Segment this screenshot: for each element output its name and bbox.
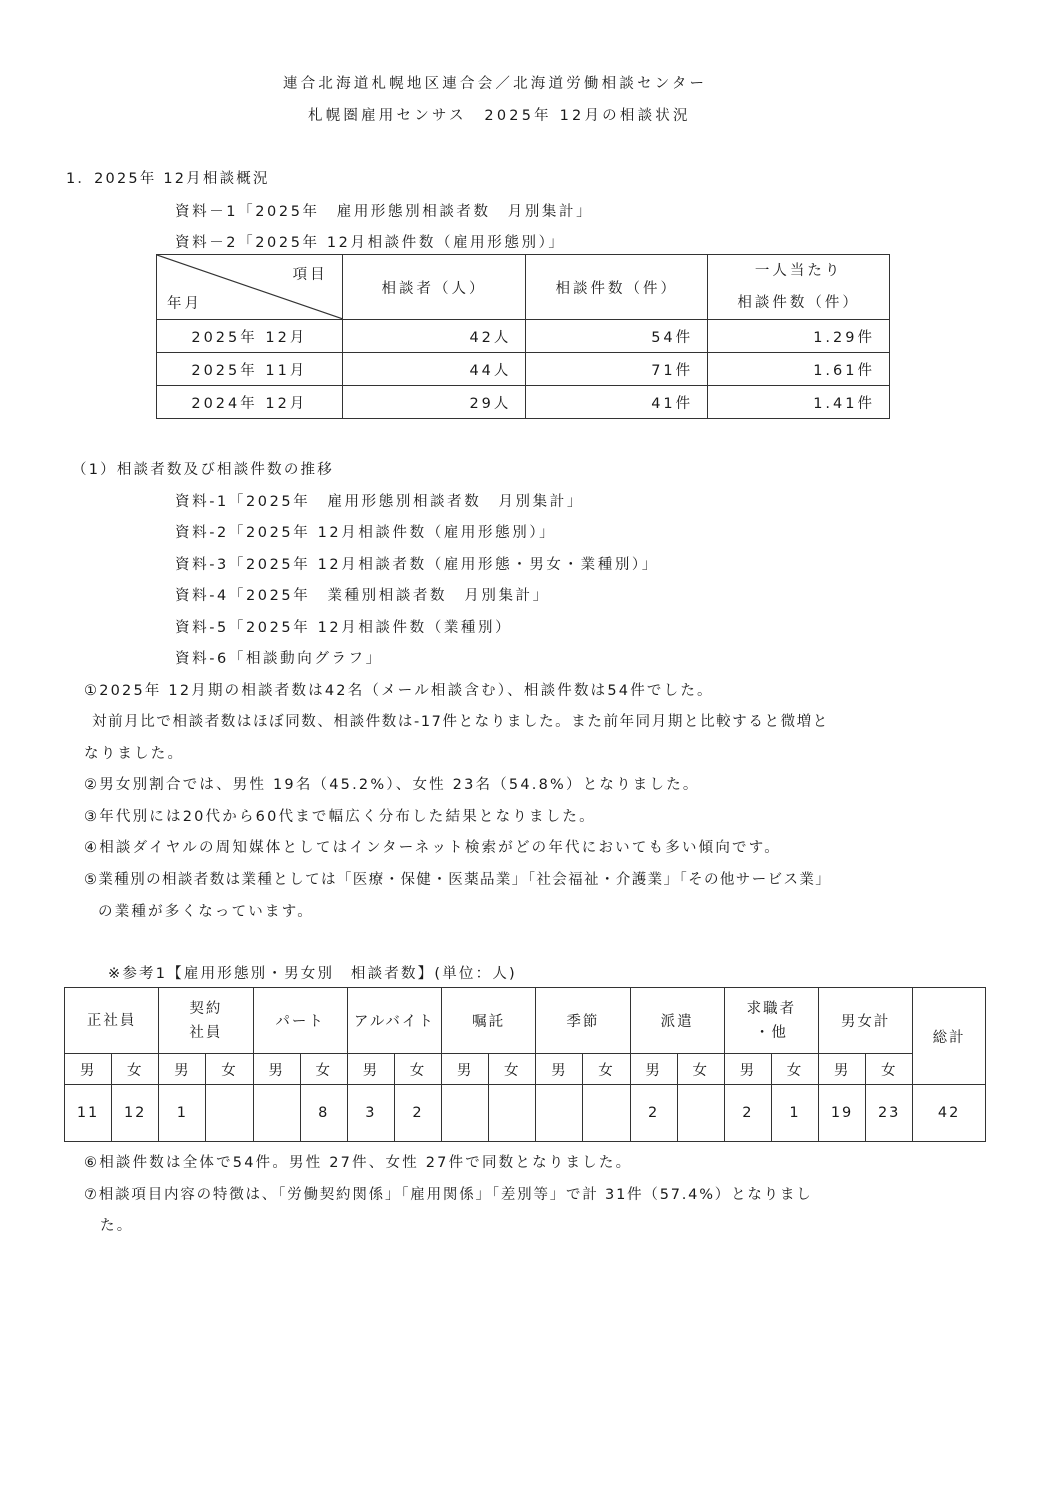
table-row (157, 320, 890, 353)
table-corner-cell (157, 255, 343, 320)
male-label: 男 (159, 1054, 206, 1085)
row-per-person: 1.61件 (708, 353, 890, 386)
gender-employment-table (64, 987, 986, 1142)
value-cell (536, 1085, 583, 1142)
value-cell: 12 (112, 1085, 159, 1142)
document-title: 連合北海道札幌地区連合会／北海道労働相談センター (283, 76, 708, 92)
paragraph-1: ①2025年 12月期の相談者数は42名（メール相談含む）、相談件数は54件でした。 (84, 683, 714, 699)
header-job-seeker-other: 求職者 ・他 (724, 988, 818, 1054)
male-label: 男 (347, 1054, 394, 1085)
value-cell (253, 1085, 300, 1142)
row-cases: 41件 (526, 386, 708, 419)
value-cell: 2 (724, 1085, 771, 1142)
row-period: 2025年 11月 (157, 353, 343, 386)
female-label: 女 (866, 1054, 913, 1085)
table-row (157, 353, 890, 386)
female-label: 女 (583, 1054, 630, 1085)
section2-ref-3: 資料-3「2025年 12月相談者数（雇用形態・男女・業種別）」 (175, 557, 659, 573)
value-cell (583, 1085, 630, 1142)
male-label: 男 (442, 1054, 489, 1085)
male-label: 男 (253, 1054, 300, 1085)
paragraph-4: ④相談ダイヤルの周知媒体としてはインターネット検索がどの年代においても多い傾向です。 (84, 840, 781, 856)
paragraph-1-end: なりました。 (84, 746, 185, 762)
value-cell (442, 1085, 489, 1142)
female-label: 女 (771, 1054, 818, 1085)
row-period: 2025年 12月 (157, 320, 343, 353)
value-cell: 23 (866, 1085, 913, 1142)
section2-ref-6: 資料-6「相談動向グラフ」 (175, 651, 383, 667)
section1-ref-1: 資料－1「2025年 雇用形態別相談者数 月別集計」 (175, 204, 594, 220)
female-label: 女 (206, 1054, 253, 1085)
row-people: 42人 (342, 320, 526, 353)
col-header-cases: 相談件数（件） (526, 255, 708, 320)
header-seasonal: 季節 (536, 988, 630, 1054)
value-cell: 19 (819, 1085, 866, 1142)
col-header-per-person-line1: 一人当たり (754, 263, 843, 279)
col-header-per-person-line2: 相談件数（件） (737, 295, 860, 311)
row-cases: 54件 (526, 320, 708, 353)
value-cell: 3 (347, 1085, 394, 1142)
male-label: 男 (630, 1054, 677, 1085)
value-cell: 1 (771, 1085, 818, 1142)
section2-ref-4: 資料-4「2025年 業種別相談者数 月別集計」 (175, 588, 550, 604)
value-cell: 8 (300, 1085, 347, 1142)
header-commissioned: 嘱託 (442, 988, 536, 1054)
female-label: 女 (489, 1054, 536, 1085)
col-header-per-person (708, 255, 890, 320)
value-cell (206, 1085, 253, 1142)
section1-title: 1．2025年 12月相談概況 (66, 171, 270, 187)
row-people: 44人 (342, 353, 526, 386)
row-cases: 71件 (526, 353, 708, 386)
paragraph-2: ②男女別割合では、男性 19名（45.2%）、女性 23名（54.8%）となりました。 (84, 777, 700, 793)
section1-ref-2: 資料－2「2025年 12月相談件数（雇用形態別）」 (175, 235, 566, 251)
table-row (65, 1085, 986, 1142)
section2-ref-2: 資料-2「2025年 12月相談件数（雇用形態別）」 (175, 525, 557, 541)
header-dispatch: 派遣 (630, 988, 724, 1054)
corner-period-label: 年月 (167, 296, 202, 312)
female-label: 女 (677, 1054, 724, 1085)
paragraph-7: ⑦相談項目内容の特徴は、「労働契約関係」「雇用関係」「差別等」で計 31件（57.4%）となりまし (84, 1187, 813, 1203)
header-regular-employee: 正社員 (65, 988, 159, 1054)
document-subtitle: 札幌圏雇用センサス 2025年 12月の相談状況 (308, 108, 691, 124)
header-contract-employee: 契約 社員 (159, 988, 253, 1054)
summary-table (156, 254, 890, 419)
row-period: 2024年 12月 (157, 386, 343, 419)
value-cell: 11 (65, 1085, 112, 1142)
paragraph-6: ⑥相談件数は全体で54件。男性 27件、女性 27件で同数となりました。 (84, 1155, 633, 1171)
header-part-time: パート (253, 988, 347, 1054)
paragraph-5-cont: の業種が多くなっています。 (98, 904, 314, 920)
paragraph-5: ⑤業種別の相談者数は業種としては「医療・保健・医薬品業」「社会福祉・介護業」「その他サービス業」 (84, 872, 832, 888)
section2-ref-5: 資料-5「2025年 12月相談件数（業種別） (175, 620, 513, 636)
female-label: 女 (300, 1054, 347, 1085)
male-label: 男 (65, 1054, 112, 1085)
row-per-person: 1.41件 (708, 386, 890, 419)
header-arbeit: アルバイト (347, 988, 441, 1054)
col-header-people: 相談者（人） (342, 255, 526, 320)
male-label: 男 (536, 1054, 583, 1085)
grand-total-value: 42 (913, 1085, 986, 1142)
row-people: 29人 (342, 386, 526, 419)
male-label: 男 (819, 1054, 866, 1085)
table-row (157, 386, 890, 419)
header-gender-total: 男女計 (819, 988, 913, 1054)
section2-title: （1）相談者数及び相談件数の推移 (72, 462, 334, 478)
corner-item-label: 項目 (292, 267, 328, 283)
male-label: 男 (724, 1054, 771, 1085)
paragraph-7-cont: た。 (100, 1218, 134, 1234)
reference-title: ※参考1【雇用形態別・男女別 相談者数】(単位：人) (108, 966, 517, 982)
paragraph-3: ③年代別には20代から60代まで幅広く分布した結果となりました。 (84, 809, 596, 825)
value-cell: 1 (159, 1085, 206, 1142)
header-grand-total: 総計 (913, 988, 986, 1085)
section2-ref-1: 資料-1「2025年 雇用形態別相談者数 月別集計」 (175, 494, 584, 510)
value-cell: 2 (630, 1085, 677, 1142)
value-cell (677, 1085, 724, 1142)
value-cell: 2 (394, 1085, 441, 1142)
row-per-person: 1.29件 (708, 320, 890, 353)
value-cell (489, 1085, 536, 1142)
female-label: 女 (394, 1054, 441, 1085)
female-label: 女 (112, 1054, 159, 1085)
paragraph-1-cont: 対前月比で相談者数はほぼ同数、相談件数は-17件となりました。また前年同月期と比較すると微増と (92, 714, 829, 730)
